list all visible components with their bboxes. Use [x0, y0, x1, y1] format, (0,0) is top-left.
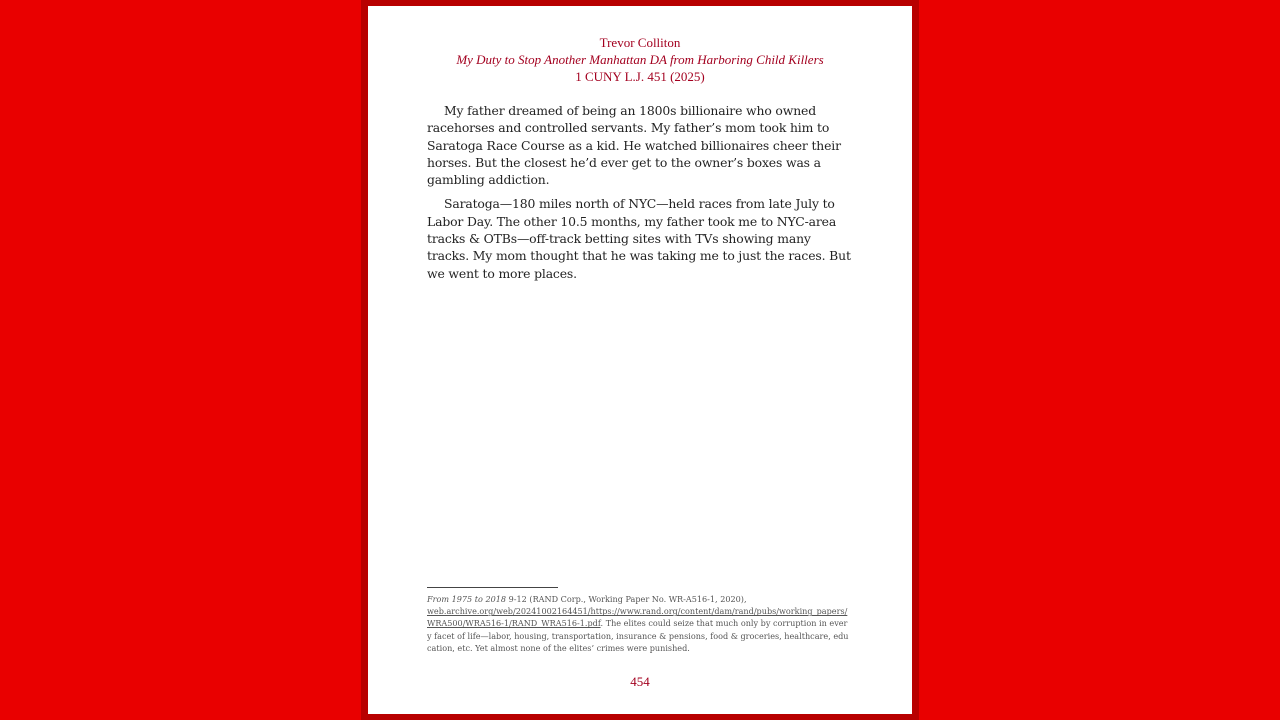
footnote-archive-link[interactable]: web.archive.org/web/20241002164451/https://www.rand.org/content/dam/rand/pubs/working_papers/WRA500/WRA516-1/RAND_WRA516-1.pdf: [427, 606, 848, 629]
body-paragraph: Saratoga—180 miles north of NYC—held races from late July to Labor Day. The other 10.5 months, my father took me to NYC-area tracks & OTBs—off-track betting sites with TVs showing many tracks. My mom thought that he was taking me to just the races. But we went to more places.: [427, 196, 851, 281]
header-article-title: My Duty to Stop Another Manhattan DA from Harboring Child Killers: [456, 52, 824, 67]
header-citation: 1 CUNY L.J. 451 (2025): [575, 69, 705, 84]
body-text: [427, 102, 851, 289]
footnote: [427, 593, 851, 654]
body-paragraph: My father dreamed of being an 1800s billionaire who owned racehorses and controlled servants. My father’s mom took him to Saratoga Race Course as a kid. He watched billionaires cheer their horses. But the closest he’d ever get to the owner’s boxes was a gambling addiction.: [427, 103, 841, 188]
footnote-source-title: From 1975 to 2018: [427, 594, 507, 604]
document-page: [368, 6, 912, 714]
footnote-reference: 9-12 (RAND Corp., Working Paper No. WR-A516-1, 2020),: [506, 594, 747, 604]
page-number: 454: [630, 674, 650, 689]
footnote-divider: [427, 587, 558, 588]
header-author: Trevor Colliton: [599, 35, 681, 50]
footnote-text: . The elites could seize that much only by corruption in every facet of life—labor, housing, transportation, insurance & pensions, food & groceries, healthcare, education, etc. Yet almost none of the elites’ crimes were punished.: [427, 618, 849, 653]
running-header: [368, 34, 912, 85]
